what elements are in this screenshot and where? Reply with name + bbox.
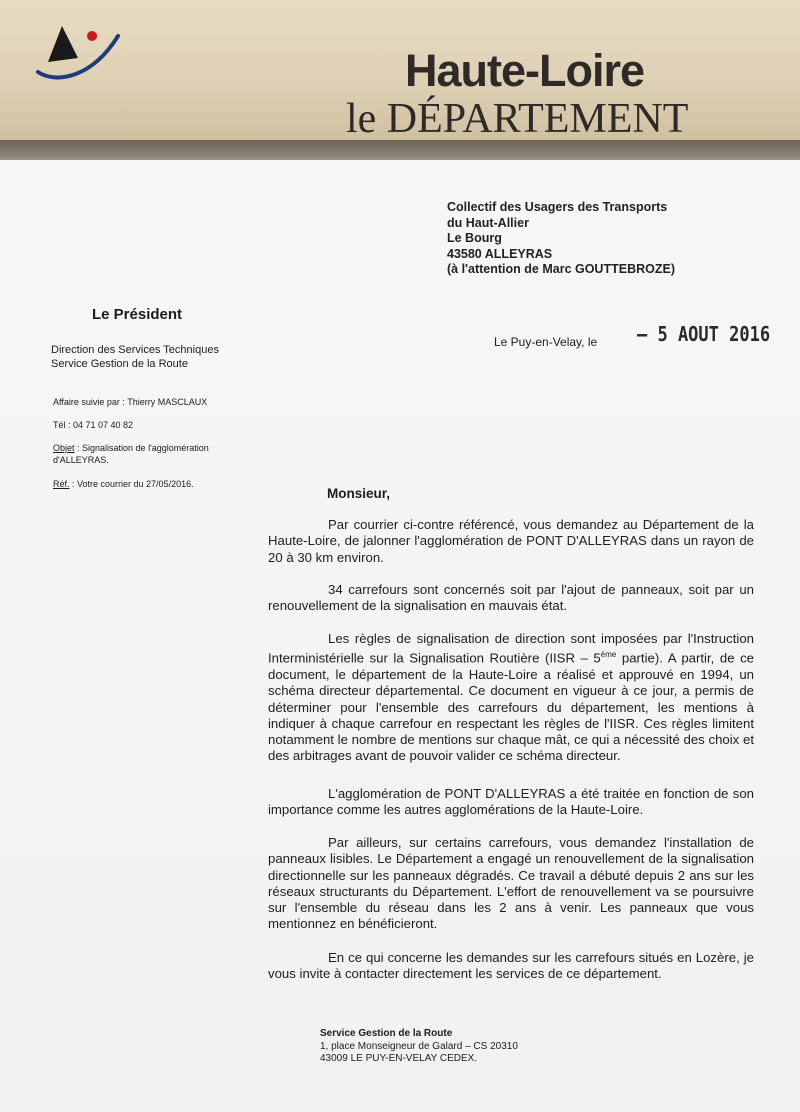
reference-label: Réf.: [53, 479, 70, 489]
subject-text-cont: d'ALLEYRAS.: [53, 455, 109, 465]
phone-line: Tél : 04 71 07 40 82: [53, 420, 134, 430]
direction-line: Direction des Services Techniques: [51, 344, 219, 356]
footer-address-line: 43009 LE PUY-EN-VELAY CEDEX.: [320, 1053, 478, 1064]
paragraph-3-start: Les règles de signalisation de direction sont imposées par l'Instruction Interministérielle sur la Signalisation Routière (IISR – 5: [268, 631, 754, 666]
addressee-line: 43580 ALLEYRAS: [447, 246, 553, 261]
sender-title: Le Président: [92, 306, 183, 323]
letter-place: Le Puy-en-Velay, le: [494, 335, 598, 349]
letter-paragraph: [268, 631, 754, 765]
salutation: Monsieur,: [327, 486, 391, 501]
superscript: ème: [600, 650, 617, 660]
addressee-line: Collectif des Usagers des Transports: [447, 200, 668, 214]
footer-service: Service Gestion de la Route: [320, 1028, 453, 1039]
reference-block: [53, 478, 194, 490]
footer-address: [320, 1028, 518, 1066]
addressee-block: [447, 200, 675, 278]
letter-paragraph: [268, 950, 754, 983]
letter-paragraph: [268, 786, 754, 819]
date-stamp: – 5 AOUT 2016: [637, 323, 771, 347]
subject-text: : Signalisation de l'agglomération: [74, 443, 209, 453]
reference-text: : Votre courrier du 27/05/2016.: [69, 479, 194, 489]
subject-block: [53, 442, 209, 466]
paragraph-3-end: partie). A partir, de ce document, le département de la Haute-Loire a réalisé et approuvé en 1994, un schéma directeur départemental. Ce document en vigueur à ce jour, a permis de déterminer pour l'ensemble des carrefours du département, les mentions à indiquer à chaque carrefour en respectant les règles de l'IISR. Ces règles limitent notamment le nombre de mentions sur chaque mât, ce qui a nécessité des choix et des arbitrages avant de pouvoir valider ce schéma directeur.: [268, 650, 754, 764]
letter-paragraph: [268, 582, 754, 615]
brand-name: Haute-Loire: [405, 45, 645, 96]
letter-paragraph: [268, 835, 754, 933]
department-logo-icon: [34, 18, 124, 93]
paragraph-3: [268, 631, 754, 765]
subject-label: Objet: [53, 443, 75, 453]
affaire-line: Affaire suivie par : Thierry MASCLAUX: [53, 397, 208, 407]
paragraph-1: Par courrier ci-contre référencé, vous demandez au Département de la Haute-Loire, de jalonner l'agglomération de PONT D'ALLEYRAS dans un rayon de 20 à 30 km environ.: [268, 517, 754, 565]
footer-address-line: 1, place Monseigneur de Galard – CS 20310: [320, 1040, 518, 1052]
sender-department: [51, 343, 219, 371]
addressee-line: (à l'attention de Marc GOUTTEBROZE): [447, 262, 675, 276]
brand-subtitle: le DÉPARTEMENT: [346, 96, 689, 142]
addressee-line: Le Bourg: [447, 231, 502, 245]
paragraph-4: L'agglomération de PONT D'ALLEYRAS a été traitée en fonction de son importance comme les autres agglomérations de la Haute-Loire.: [268, 786, 754, 818]
addressee-line: du Haut-Allier: [447, 215, 529, 230]
service-line: Service Gestion de la Route: [51, 358, 188, 370]
paragraph-5: Par ailleurs, sur certains carrefours, vous demandez l'installation de panneaux lisibles. Le Département a engagé un renouvellement de la signalisation directionnelle sur les panneaux dégradés. Ce travail a débuté depuis 2 ans sur les réseaux structurants du Département. L'effort de renouvellement va se poursuivre sur l'ensemble du réseau dans les 2 ans à venir. Les panneaux que vous mentionnez en bénéficieront.: [268, 835, 754, 932]
paragraph-2: 34 carrefours sont concernés soit par l'ajout de panneaux, soit par un renouvellement de la signalisation en mauvais état.: [268, 582, 754, 614]
paragraph-6: En ce qui concerne les demandes sur les carrefours situés en Lozère, je vous invite à contacter directement les services de ce département.: [268, 950, 754, 982]
letter-paragraph: [268, 517, 754, 566]
